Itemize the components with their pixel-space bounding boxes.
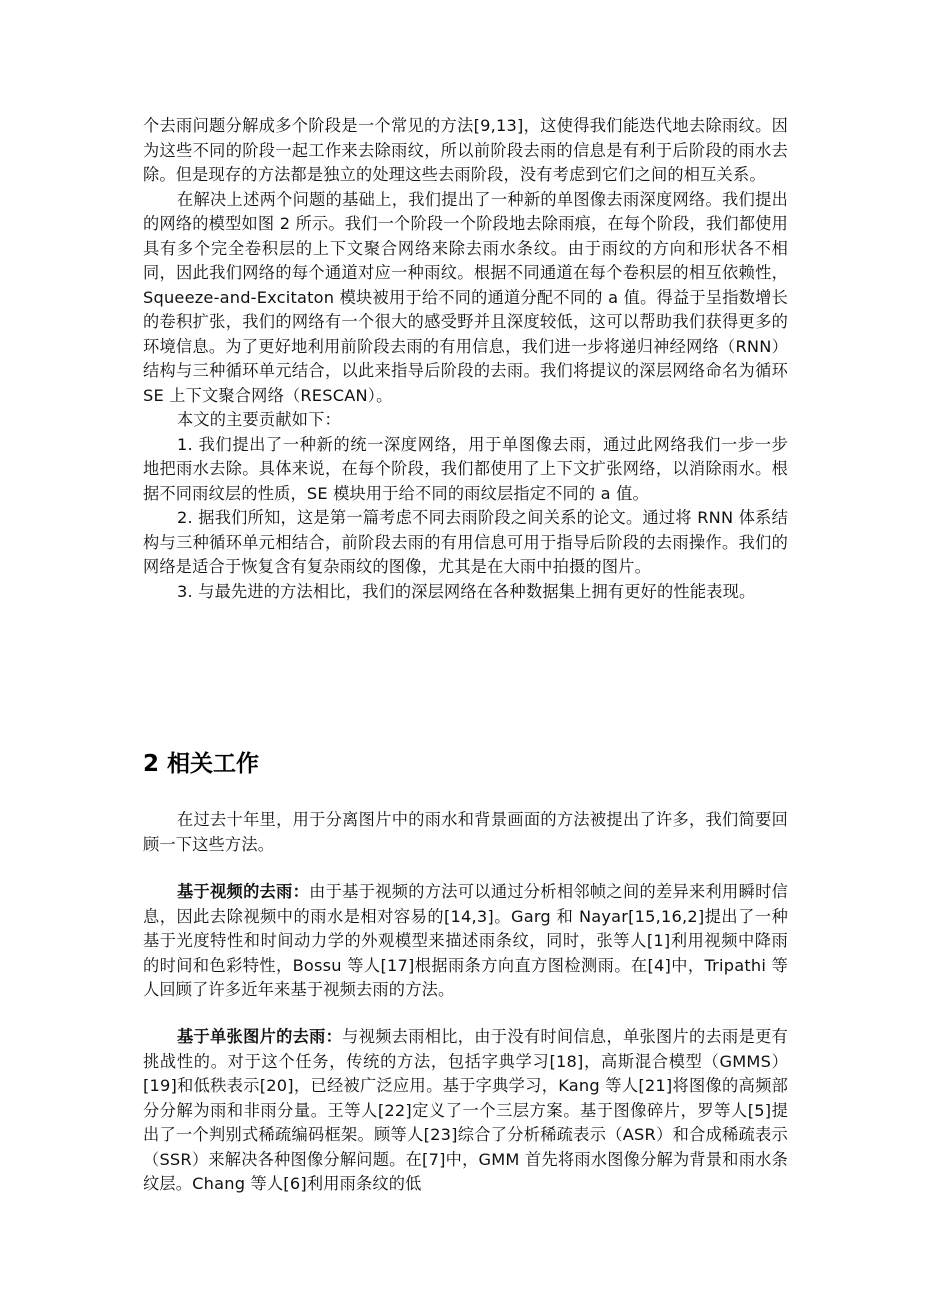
video-deraining-text: 由于基于视频的方法可以通过分析相邻帧之间的差异来利用瞬时信息，因此去除视频中的雨水是相对容易的[14,3]。Garg 和 Nayar[15,16,2]提出了一种基于光度特性和时间动力学的外观模型来描述雨条纹，同时，张等人[1]利用视频中降雨的时间和色彩特性，Bossu 等人[17]根据雨条方向直方图检测雨。在[4]中，Tripathi 等人回顾了许多近年来基于视频去雨的方法。	[143, 882, 788, 999]
paragraph-single-image-deraining	[143, 1025, 788, 1197]
paragraph-contributions-intro: 本文的主要贡献如下：	[177, 410, 341, 429]
contribution-item-3: 3. 与最先进的方法相比，我们的深层网络在各种数据集上拥有更好的性能表现。	[177, 581, 756, 601]
video-deraining-block	[143, 880, 788, 1003]
contribution-item-1: 1. 我们提出了一种新的统一深度网络，用于单图像去雨，通过此网络我们一步一步地把雨水去除。具体来说，在每个阶段，我们都使用了上下文扩张网络，以消除雨水。根据不同雨纹层的性质，SE 模块用于给不同的雨纹层指定不同的 a 值。	[143, 434, 788, 503]
video-deraining-heading: 基于视频的去雨：	[177, 882, 310, 901]
contribution-item-2: 2. 据我们所知，这是第一篇考虑不同去雨阶段之间关系的论文。通过将 RNN 体系结构与三种循环单元相结合，前阶段去雨的有用信息可用于指导后阶段的去雨操作。我们的网络是适合于恢复含有复杂雨纹的图像，尤其是在大雨中拍摄的图片。	[143, 508, 788, 576]
paragraph-video-deraining	[143, 880, 788, 1003]
single-image-deraining-block	[143, 1025, 788, 1197]
top-text-block	[143, 114, 788, 604]
paragraph-section-intro: 在过去十年里，用于分离图片中的雨水和背景画面的方法被提出了许多，我们简要回顾一下这些方法。	[143, 810, 788, 854]
single-image-deraining-text: 与视频去雨相比，由于没有时间信息，单张图片的去雨是更有挑战性的。对于这个任务，传统的方法，包括字典学习[18]，高斯混合模型（GMMS）[19]和低秩表示[20]，已经被广泛应用。基于字典学习，Kang 等人[21]将图像的高频部分分解为雨和非雨分量。王等人[22]定义了一个三层方案。基于图像碎片，罗等人[5]提出了一个判别式稀疏编码框架。顾等人[23]综合了分析稀疏表示（ASR）和合成稀疏表示（SSR）来解决各种图像分解问题。在[7]中，GMM 首先将雨水图像分解为背景和雨水条纹层。Chang 等人[6]利用雨条纹的低	[143, 1027, 788, 1193]
single-image-deraining-heading: 基于单张图片的去雨：	[177, 1027, 343, 1046]
paragraph-model: 在解决上述两个问题的基础上，我们提出了一种新的单图像去雨深度网络。我们提出的网络的模型如图 2 所示。我们一个阶段一个阶段地去除雨痕，在每个阶段，我们都使用具有多个完全卷积层的上下文聚合网络来除去雨水条纹。由于雨纹的方向和形状各不相同，因此我们网络的每个通道对应一种雨纹。根据不同通道在每个卷积层的相互依赖性，Squeeze-and-Excitaton 模块被用于给不同的通道分配不同的 a 值。得益于呈指数增长的卷积扩张，我们的网络有一个很大的感受野并且深度较低，这可以帮助我们获得更多的环境信息。为了更好地利用前阶段去雨的有用信息，我们进一步将递归神经网络（RNN）结构与三种循环单元结合，以此来指导后阶段的去雨。我们将提议的深层网络命名为循环 SE 上下文聚合网络（RESCAN）。	[143, 189, 788, 405]
section-title: 2 相关工作	[143, 751, 260, 777]
paragraph-continuation: 个去雨问题分解成多个阶段是一个常见的方法[9,13]，这使得我们能迭代地去除雨纹。因为这些不同的阶段一起工作来去除雨纹，所以前阶段去雨的信息是有利于后阶段的雨水去除。但是现存的方法都是独立的处理这些去雨阶段，没有考虑到它们之间的相互关系。	[143, 116, 788, 184]
section-intro-block	[143, 808, 788, 857]
